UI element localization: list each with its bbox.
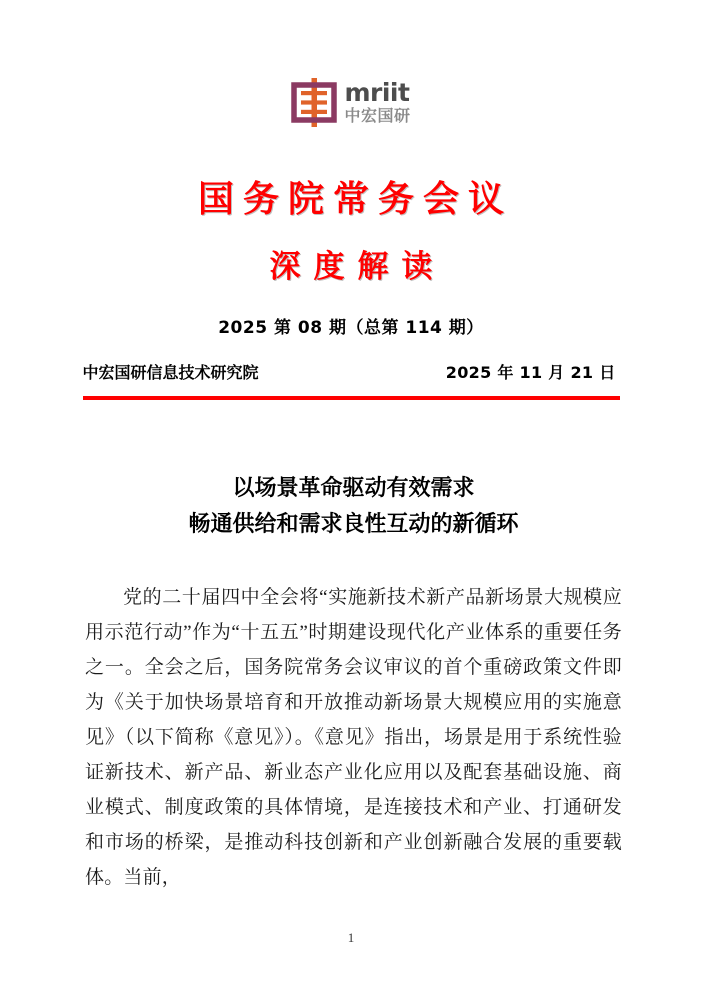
article-title bbox=[85, 470, 622, 542]
masthead-subtitle: 深度解读 bbox=[269, 249, 446, 285]
logo-wordmark bbox=[344, 78, 411, 125]
article-body bbox=[85, 580, 622, 895]
mriit-logo bbox=[291, 78, 410, 127]
masthead-divider bbox=[83, 396, 620, 400]
byline-row bbox=[83, 360, 620, 383]
article-title-line-1: 以场景革命驱动有效需求 bbox=[232, 475, 475, 500]
logo-chinese-text: 中宏国研 bbox=[344, 106, 411, 125]
masthead bbox=[0, 0, 702, 400]
issue-number: 2025 第 08 期（总第 114 期） bbox=[218, 318, 484, 338]
publisher-name: 中宏国研信息技术研究院 bbox=[82, 363, 259, 382]
article-title-line-2: 畅通供给和需求良性互动的新循环 bbox=[188, 511, 519, 536]
article-paragraph: 党的二十届四中全会将“实施新技术新产品新场景大规模应用示范行动”作为“十五五”时期建设现代化产业体系的重要任务之一。全会之后，国务院常务会议审议的首个重磅政策文件即为《关于加快场景培育和开放推动新场景大规模应用的实施意见》（以下简称《意见》）。《意见》指出，场景是用于系统性验证新技术、新产品、新业态产业化应用以及配套基础设施、商业模式、制度政策的具体情境，是连接技术和产业、打通研发和市场的桥梁，是推动科技创新和产业创新融合发展的重要载体。当前， bbox=[85, 587, 622, 888]
mriit-logo-mark-icon bbox=[291, 78, 337, 127]
publication-date: 2025 年 11 月 21 日 bbox=[445, 363, 616, 382]
page-number: 1 bbox=[347, 930, 355, 945]
masthead-title: 国务院常务会议 bbox=[197, 179, 513, 220]
article bbox=[85, 470, 622, 895]
logo-row bbox=[0, 0, 702, 127]
logo-latin-text: mriit bbox=[344, 78, 410, 107]
